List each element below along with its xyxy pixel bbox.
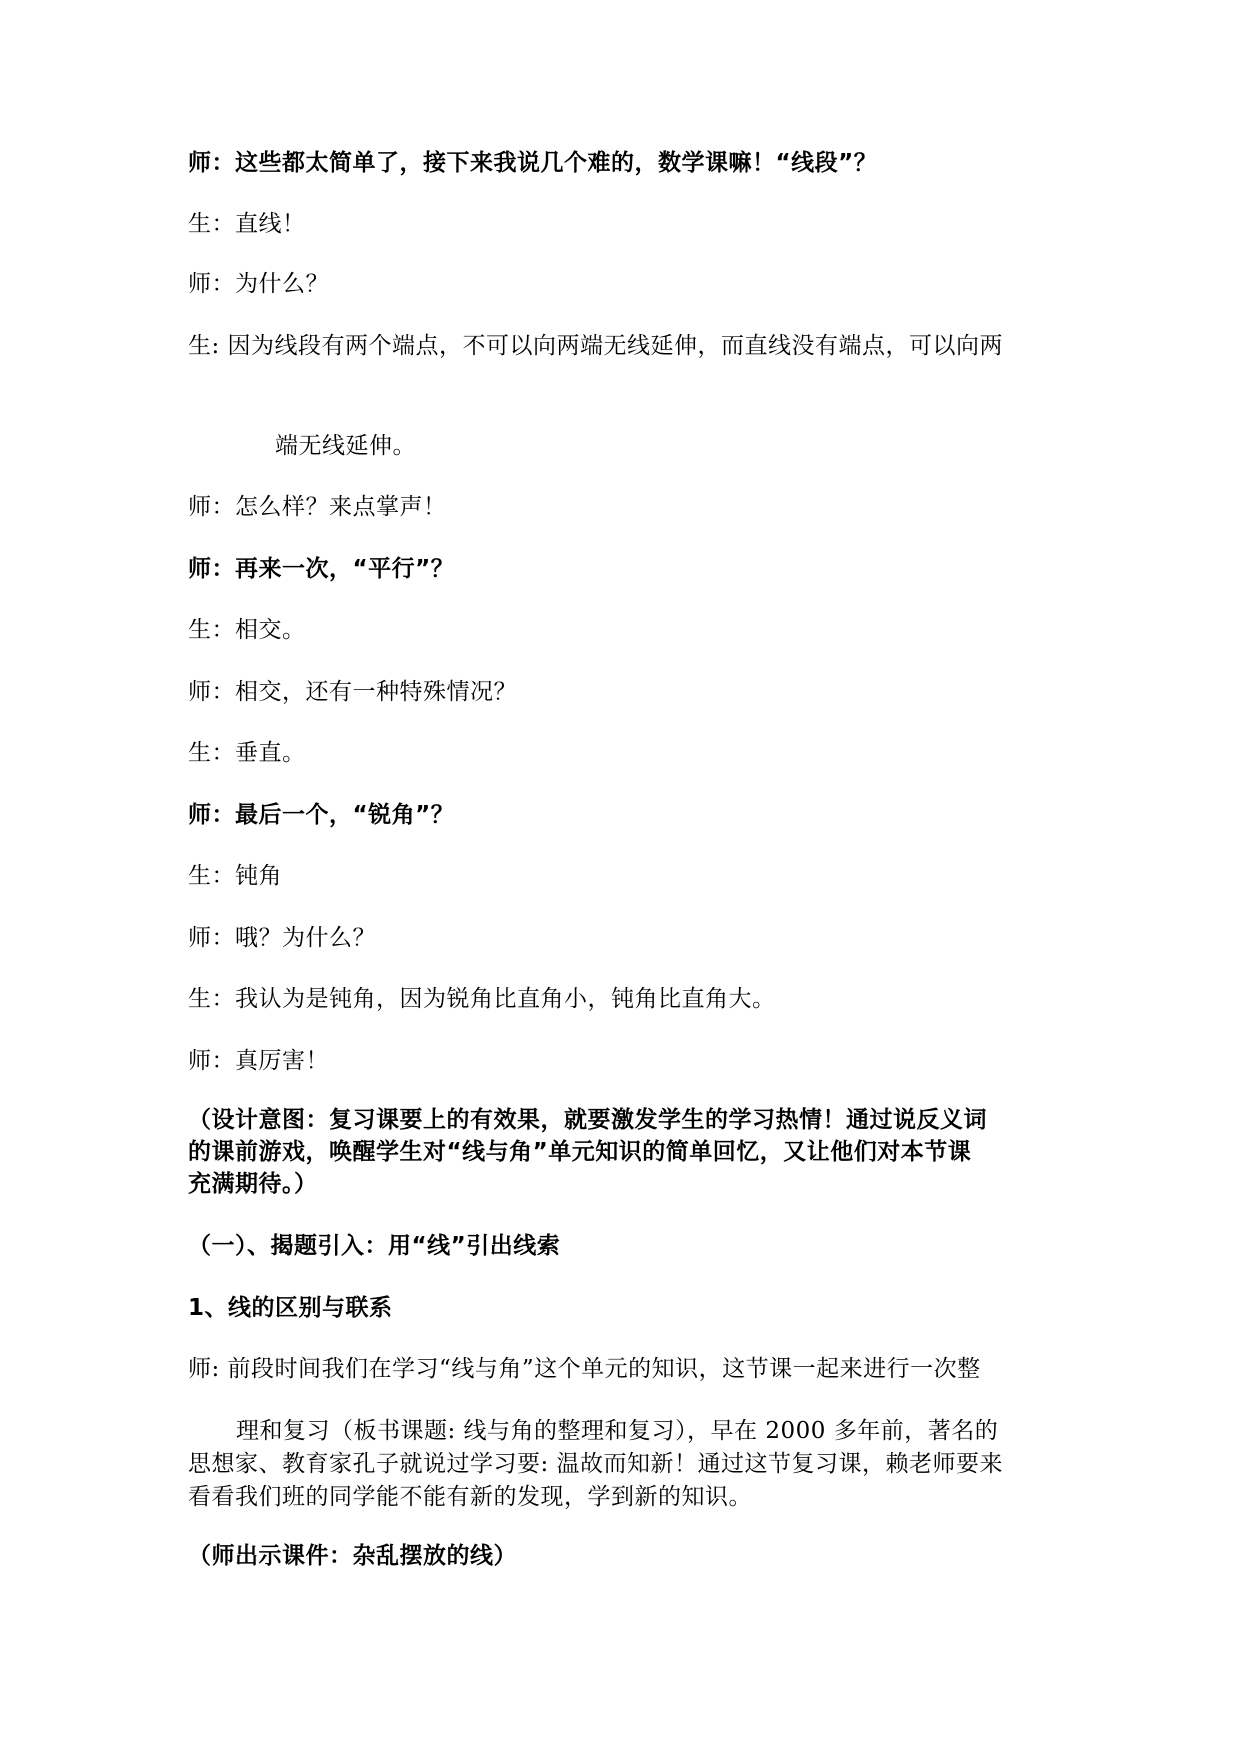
teacher-intro-line: 思想家、教育家孔子就说过学习要: 温故而知新！通过这节复习课，赖老师要来	[188, 1451, 1004, 1477]
dialogue-line-continuation: 端无线延伸。	[275, 433, 416, 459]
courseware-note: （师出示课件：杂乱摆放的线）	[188, 1543, 517, 1569]
teacher-intro-line: 师: 前段时间我们在学习“线与角”这个单元的知识，这节课一起来进行一次整	[188, 1356, 981, 1382]
teacher-intro-line: 看看我们班的同学能不能有新的发现，学到新的知识。	[188, 1484, 752, 1510]
design-intent-line: 的课前游戏，唤醒学生对“线与角”单元知识的简单回忆，又让他们对本节课	[188, 1139, 972, 1165]
dialogue-line-teacher: 师：相交，还有一种特殊情况？	[188, 679, 517, 705]
teacher-intro-line: 理和复习（板书课题: 线与角的整理和复习），早在 2000 多年前，著名的	[236, 1418, 999, 1444]
design-intent-line: （设计意图：复习课要上的有效果，就要激发学生的学习热情！通过说反义词	[188, 1107, 987, 1133]
subsection-heading: 1、线的区别与联系	[188, 1295, 393, 1321]
design-intent-line: 充满期待。）	[188, 1171, 318, 1197]
dialogue-line-teacher: 师：为什么？	[188, 271, 329, 297]
dialogue-line-teacher: 师：这些都太简单了，接下来我说几个难的，数学课嘛！“线段”？	[188, 150, 878, 176]
dialogue-line-student: 生：直线！	[188, 211, 306, 237]
dialogue-line-student: 生：我认为是钝角，因为锐角比直角小，钝角比直角大。	[188, 986, 776, 1012]
dialogue-line-teacher: 师：怎么样？来点掌声！	[188, 494, 447, 520]
dialogue-line-teacher: 师：哦？为什么？	[188, 925, 376, 951]
section-heading: （一）、揭题引入：用“线”引出线索	[188, 1233, 561, 1259]
dialogue-line-student: 生: 因为线段有两个端点，不可以向两端无线延伸，而直线没有端点，可以向两	[188, 333, 1004, 359]
dialogue-line-teacher: 师：真厉害！	[188, 1048, 329, 1074]
dialogue-line-teacher: 师：再来一次，“平行”？	[188, 556, 455, 582]
dialogue-line-student: 生：相交。	[188, 617, 306, 643]
dialogue-line-student: 生：垂直。	[188, 740, 306, 766]
dialogue-line-teacher: 师：最后一个，“锐角”？	[188, 802, 455, 828]
dialogue-line-student: 生：钝角	[188, 863, 282, 889]
